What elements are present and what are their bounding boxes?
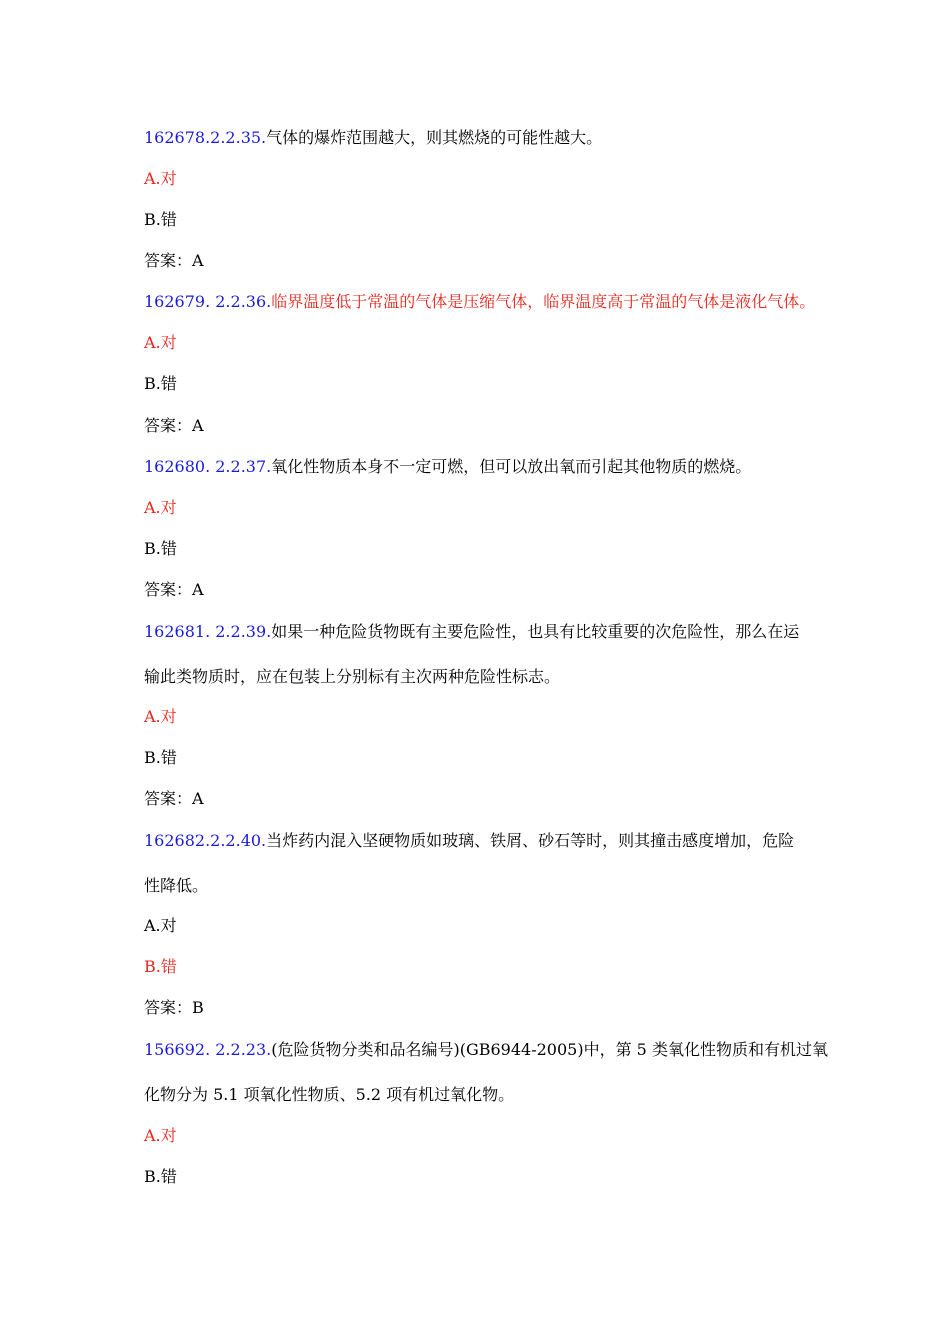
question-number: 162682.2.2.40. — [144, 831, 267, 850]
question-text: (危险货物分类和品名编号)(GB6944-2005)中，第 5 类氧化性物质和有机过氧 — [271, 1040, 828, 1059]
question-text: 临界温度低于常温的气体是压缩气体，临界温度高于常温的气体是液化气体。 — [271, 292, 816, 311]
answer: 答案：B — [144, 998, 204, 1017]
question-line — [144, 1040, 828, 1060]
option-b: B.错 — [144, 539, 177, 558]
question-number: 162681. 2.2.39. — [144, 622, 272, 641]
option-b: B.错 — [144, 957, 177, 976]
question-line — [144, 457, 751, 477]
option-a: A.对 — [144, 1126, 177, 1145]
option-a: A.对 — [144, 707, 177, 726]
question-number: 156692. 2.2.23. — [144, 1040, 272, 1059]
question-line — [144, 128, 602, 148]
question-text-continued: 性降低。 — [144, 876, 209, 895]
option-b: B.错 — [144, 748, 177, 767]
question-text-continued: 化物分为 5.1 项氧化性物质、5.2 项有机过氧化物。 — [144, 1085, 515, 1104]
option-b: B.错 — [144, 210, 177, 229]
question-number: 162680. 2.2.37. — [144, 457, 272, 476]
question-line — [144, 292, 815, 312]
option-b: B.错 — [144, 1167, 177, 1186]
option-a: A.对 — [144, 169, 177, 188]
option-a: A.对 — [144, 333, 177, 352]
question-line — [144, 622, 799, 642]
question-text: 当炸药内混入坚硬物质如玻璃、铁屑、砂石等时，则其撞击感度增加，危险 — [266, 831, 795, 850]
question-text: 气体的爆炸范围越大，则其燃烧的可能性越大。 — [266, 128, 603, 147]
answer: 答案：A — [144, 251, 204, 270]
answer: 答案：A — [144, 580, 204, 599]
question-number: 162679. 2.2.36. — [144, 292, 272, 311]
option-a: A.对 — [144, 916, 177, 935]
option-a: A.对 — [144, 498, 177, 517]
question-text: 氧化性物质本身不一定可燃，但可以放出氧而引起其他物质的燃烧。 — [271, 457, 752, 476]
answer: 答案：A — [144, 789, 204, 808]
answer: 答案：A — [144, 416, 204, 435]
option-b: B.错 — [144, 374, 177, 393]
question-text-continued: 输此类物质时，应在包装上分别标有主次两种危险性标志。 — [144, 667, 561, 686]
question-number: 162678.2.2.35. — [144, 128, 267, 147]
question-line — [144, 831, 794, 851]
question-text: 如果一种危险货物既有主要危险性，也具有比较重要的次危险性，那么在运 — [271, 622, 800, 641]
